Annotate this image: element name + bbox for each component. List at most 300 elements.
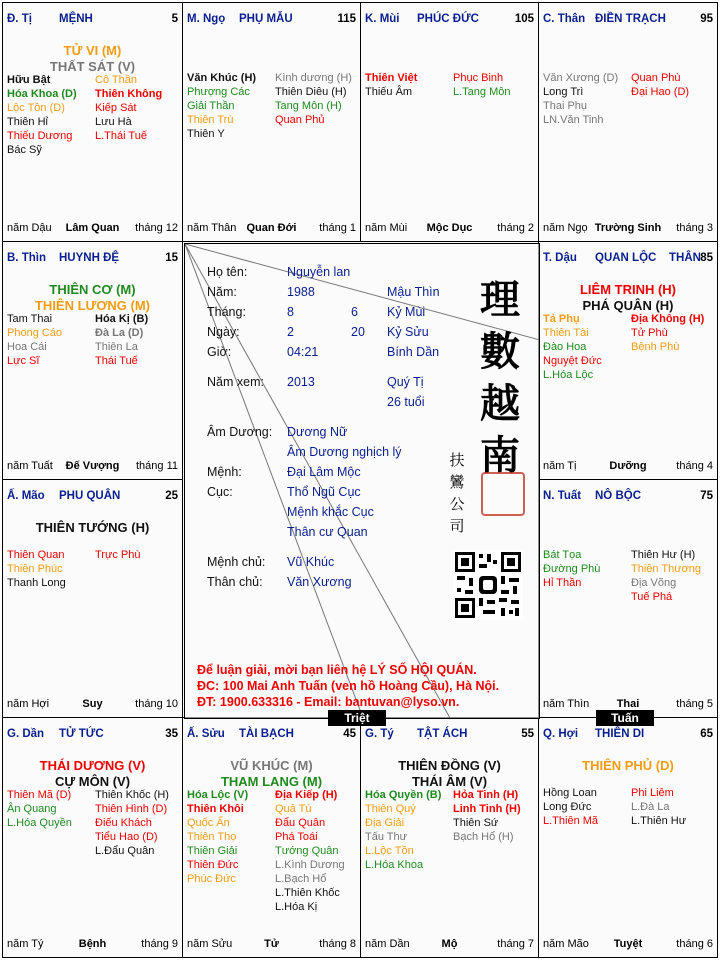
palace-stage: Quan Đới (246, 222, 297, 234)
main-star: THIÊN PHỦ (D) (582, 758, 674, 773)
minor-star: Long Đức (543, 801, 592, 813)
main-star: THẤT SÁT (V) (49, 59, 136, 74)
minor-star: Thiên Thương (631, 563, 702, 575)
palace-footer (543, 938, 713, 951)
palace-footer (543, 222, 713, 235)
palace-age: 115 (337, 13, 356, 25)
minor-star: Văn Xương (D) (543, 72, 619, 84)
minor-star: Thiên Diêu (H) (275, 86, 347, 98)
palace-month: tháng 5 (676, 698, 713, 710)
minor-star: Địa Giải (365, 817, 405, 829)
minor-star: L.Đà La (631, 801, 670, 813)
palace-mao (2, 479, 183, 718)
minor-stars-left (187, 788, 248, 886)
main-stars (3, 43, 182, 75)
main-star: THIÊN TƯỚNG (H) (35, 520, 150, 535)
palace-name: PHỤ MẪU (239, 13, 293, 25)
minor-star: Thiên Mã (D) (7, 789, 72, 801)
am-duong-note: Âm Dương nghịch lý (287, 445, 402, 459)
minor-stars-right (95, 548, 140, 562)
palace-stage: Thai (616, 698, 640, 710)
minor-star: Thai Phụ (543, 100, 588, 112)
minor-star: Thiên Không (95, 88, 163, 100)
palace-header (365, 13, 534, 27)
palace-stage: Trường Sinh (594, 222, 662, 234)
palace-name: TẬT ÁCH (417, 728, 468, 740)
minor-star: Hữu Bật (7, 74, 51, 86)
palace-month: tháng 12 (135, 222, 178, 234)
minor-star: Hóa Quyền (B) (365, 789, 442, 801)
palace-header (7, 13, 178, 27)
palace-age: 35 (165, 728, 178, 740)
main-stars (539, 282, 717, 314)
contact-info (197, 662, 499, 710)
minor-star: Tử Phù (631, 327, 668, 339)
minor-stars-left (7, 312, 62, 368)
minor-star: Hỏa Tinh (H) (453, 789, 519, 801)
day-lunar: 20 (351, 325, 365, 339)
month-can-chi: Kỷ Mùi (387, 305, 426, 319)
calligraphy-char: 鸞 (449, 473, 465, 491)
minor-star: Thiên Hỉ (7, 116, 48, 128)
main-star: THÁI DƯƠNG (V) (39, 758, 146, 773)
minor-star: Tuế Phá (631, 591, 673, 603)
main-stars (3, 758, 182, 790)
minor-star: Thanh Long (7, 577, 66, 589)
minor-stars-left (7, 788, 72, 830)
minor-star: L.Tang Môn (453, 86, 511, 98)
palace-ty2 (360, 717, 539, 958)
palace-branch: G. Tý (365, 728, 394, 740)
day-label: Ngày: (207, 325, 240, 339)
palace-year: năm Ngọ (543, 222, 588, 234)
name-label: Họ tên: (207, 265, 248, 279)
palace-branch: C. Thân (543, 13, 586, 25)
palace-than (538, 2, 718, 242)
minor-star: Lưu Hà (95, 116, 132, 128)
main-star: CỰ MÔN (V) (54, 774, 131, 789)
palace-header (187, 13, 356, 27)
minor-stars-right (631, 312, 704, 354)
menh-label: Mệnh: (207, 465, 242, 479)
minor-star: Hóa Khoa (D) (7, 88, 77, 100)
minor-star: Thiên Trù (187, 114, 234, 126)
palace-footer (187, 938, 356, 951)
year-label: Năm: (207, 285, 237, 299)
palace-age: 45 (343, 728, 356, 740)
palace-branch: G. Dần (7, 728, 45, 740)
palace-name: TỬ TỨC (59, 728, 104, 740)
minor-star: Điếu Khách (95, 817, 152, 829)
minor-star: Quả Tú (275, 803, 312, 815)
main-star: THIÊN CƠ (M) (49, 282, 136, 297)
minor-stars-right (631, 548, 701, 604)
minor-star: LN.Văn Tinh (543, 114, 604, 126)
minor-stars-right (95, 312, 148, 368)
minor-star: Thiên Việt (365, 72, 418, 84)
minor-star: Phi Liêm (631, 787, 674, 799)
contact-phone-email: ĐT: 1900.633316 - Email: bantuvan@lyso.vn. (197, 695, 460, 709)
palace-header (187, 728, 356, 742)
minor-star: L.Hóa Khoa (365, 859, 424, 871)
minor-star: Kình dương (H) (275, 72, 352, 84)
minor-star: Thiên Giải (187, 845, 238, 857)
minor-star: Đẩu Quân (275, 817, 326, 829)
palace-age: 65 (700, 728, 713, 740)
minor-stars-right (275, 71, 352, 127)
palace-header (543, 13, 713, 27)
minor-star: Thiên Y (187, 128, 225, 140)
palace-month: tháng 9 (141, 938, 178, 950)
palace-year: năm Hợi (7, 698, 50, 710)
palace-name: PHÚC ĐỨC (417, 13, 479, 25)
palace-name: NÔ BỘC (595, 490, 641, 502)
view-year-can-chi: Quý Tị (387, 375, 424, 389)
main-star: THIÊN ĐỒNG (V) (398, 758, 501, 773)
palace-branch: Ấ. Sửu (187, 728, 225, 740)
minor-star: Lộc Tồn (D) (7, 102, 65, 114)
palace-footer (7, 698, 178, 711)
year-can-chi: Mậu Thìn (387, 285, 440, 299)
view-year-label: Năm xem: (207, 375, 264, 389)
minor-star: Thái Tuế (95, 355, 138, 367)
than-marker: THÂN (669, 252, 701, 264)
calligraphy-char: 扶 (449, 451, 465, 469)
palace-month: tháng 3 (676, 222, 713, 234)
minor-star: L.Hóa Quyền (7, 817, 72, 829)
qr-code-icon (453, 550, 523, 620)
hour-value: 04:21 (287, 345, 319, 359)
palace-footer (187, 222, 356, 235)
palace-header (365, 728, 534, 742)
palace-header (7, 252, 178, 266)
minor-star: Quan Phù (631, 72, 681, 84)
palace-year: năm Tý (7, 938, 44, 950)
minor-star: Hoa Cái (7, 341, 47, 353)
palace-stage: Suy (82, 698, 103, 710)
palace-branch: T. Dậu (543, 252, 577, 264)
minor-star: L.Bạch Hổ (275, 873, 327, 885)
menh-chu-value: Vũ Khúc (287, 555, 335, 569)
palace-stage: Mộc Dục (426, 222, 473, 234)
minor-star: L.Thiên Hư (631, 815, 687, 827)
palace-name: THIÊN DI (595, 728, 645, 740)
palace-month: tháng 10 (135, 698, 178, 710)
minor-star: Thiên Khôi (187, 803, 244, 815)
main-star: LIÊM TRINH (H) (579, 282, 677, 297)
palace-thin (2, 241, 183, 480)
palace-name: TÀI BẠCH (239, 728, 294, 740)
cuc-value: Thổ Ngũ Cục (287, 485, 361, 499)
palace-name: MỆNH (59, 13, 93, 25)
minor-stars-right (631, 71, 689, 99)
view-year-value: 2013 (287, 375, 315, 389)
minor-stars-left (543, 312, 602, 382)
palace-footer (7, 460, 178, 473)
minor-star: L.Hóa Lộc (543, 369, 594, 381)
palace-footer (7, 938, 178, 951)
minor-star: Cô Thần (95, 74, 137, 86)
calligraphy-side (447, 449, 467, 537)
center-info-panel (184, 243, 540, 719)
minor-star: Tang Môn (H) (275, 100, 342, 112)
minor-star: Đại Hao (D) (631, 86, 690, 98)
palace-month: tháng 1 (319, 222, 356, 234)
minor-star: Thiếu Âm (365, 86, 413, 98)
main-star: VŨ KHÚC (M) (230, 758, 313, 773)
minor-star: Thiên Sứ (453, 817, 499, 829)
minor-star: Hồng Loan (543, 787, 597, 799)
palace-footer (7, 222, 178, 235)
calligraphy-char: 越 (480, 380, 520, 427)
minor-star: Ân Quang (7, 803, 57, 815)
minor-star: Văn Khúc (H) (187, 72, 257, 84)
palace-header (7, 490, 178, 504)
palace-branch: N. Tuất (543, 490, 582, 502)
minor-stars-left (187, 71, 256, 141)
minor-star: Hóa Lộc (V) (187, 789, 249, 801)
palace-tuat (538, 479, 718, 718)
palace-year: năm Tuất (7, 460, 53, 472)
main-star: PHÁ QUÂN (H) (582, 298, 674, 313)
palace-branch: K. Mùi (365, 13, 400, 25)
minor-stars-left (365, 71, 417, 99)
cuc-relation: Mệnh khắc Cục (287, 505, 374, 519)
minor-star: Địa Không (H) (631, 313, 705, 325)
palace-dan (2, 717, 183, 958)
hour-can-chi: Bính Dần (387, 345, 440, 359)
am-duong-value: Dương Nữ (287, 425, 348, 439)
minor-stars-left (7, 548, 66, 590)
minor-star: Đào Hoa (543, 341, 587, 353)
minor-star: Kiếp Sát (95, 102, 137, 114)
palace-month: tháng 8 (319, 938, 356, 950)
minor-star: Phong Cáo (7, 327, 63, 339)
minor-stars-right (631, 786, 686, 828)
palace-year: năm Mão (543, 938, 589, 950)
minor-star: Thiên Khốc (H) (95, 789, 169, 801)
cuc-label: Cục: (207, 485, 233, 499)
minor-star: Thiên Phúc (7, 563, 63, 575)
minor-star: Tả Phụ (543, 313, 580, 325)
palace-branch: Đ. Tị (7, 13, 32, 25)
palace-age: 25 (165, 490, 178, 502)
minor-star: Bát Tọa (543, 549, 582, 561)
main-stars (183, 758, 360, 790)
minor-star: Tấu Thư (365, 831, 408, 843)
palace-name: PHU QUÂN (59, 490, 121, 502)
palace-footer (543, 460, 713, 473)
than-cu: Thân cư Quan (287, 525, 368, 539)
palace-age: 105 (514, 13, 534, 25)
minor-star: Thiên La (95, 341, 138, 353)
horoscope-chart (2, 2, 718, 958)
minor-star: L.Đẩu Quân (95, 845, 155, 857)
palace-header (543, 490, 713, 504)
palace-stage: Đế Vượng (65, 460, 120, 472)
tuan-tag: Tuấn (596, 710, 654, 726)
age-value: 26 tuổi (387, 395, 425, 409)
palace-branch: Ấ. Mão (7, 490, 45, 502)
palace-dau (538, 241, 718, 480)
minor-star: Thiên Hư (H) (631, 549, 696, 561)
palace-year: năm Tị (543, 460, 577, 472)
palace-year: năm Dậu (7, 222, 52, 234)
minor-star: L.Lộc Tồn (365, 845, 414, 857)
palace-hoi (538, 717, 718, 958)
palace-branch: M. Ngọ (187, 13, 226, 25)
palace-month: tháng 4 (676, 460, 713, 472)
minor-star: Giải Thần (187, 100, 235, 112)
main-stars (3, 282, 182, 314)
month-value: 8 (287, 305, 294, 319)
palace-age: 95 (700, 13, 713, 25)
main-stars (539, 758, 717, 774)
main-star: THÁI ÂM (V) (411, 774, 488, 789)
calligraphy-main (475, 274, 525, 482)
minor-star: Địa Kiếp (H) (275, 789, 338, 801)
minor-star: Phượng Các (187, 86, 250, 98)
minor-star: Hóa Kị (B) (95, 313, 149, 325)
calligraphy-char: 公 (449, 495, 465, 513)
minor-star: Quan Phủ (275, 114, 325, 126)
palace-age: 85 (700, 252, 713, 264)
palace-footer (365, 222, 534, 235)
minor-star: L.Hóa Kị (275, 901, 318, 913)
palace-year: năm Mùi (365, 222, 408, 234)
calligraphy-char: 南 (480, 432, 520, 479)
palace-header (543, 252, 713, 266)
main-star: TỬ VI (M) (63, 43, 122, 58)
month-label: Tháng: (207, 305, 246, 319)
minor-star: Trực Phù (95, 549, 141, 561)
menh-chu-label: Mệnh chủ: (207, 555, 266, 569)
hour-label: Giờ: (207, 345, 232, 359)
palace-name: HUYNH ĐỆ (59, 252, 120, 264)
calligraphy-char: 理 (480, 276, 520, 323)
minor-stars-left (7, 73, 77, 157)
minor-star: Thiên Tài (543, 327, 589, 339)
palace-month: tháng 2 (497, 222, 534, 234)
minor-star: Đường Phù (543, 563, 601, 575)
palace-year: năm Sửu (187, 938, 233, 950)
minor-star: Linh Tinh (H) (453, 803, 521, 815)
palace-footer (365, 938, 534, 951)
palace-month: tháng 6 (676, 938, 713, 950)
minor-star: L.Kình Dương (275, 859, 345, 871)
palace-suu (182, 717, 361, 958)
minor-star: Thiên Đức (187, 859, 239, 871)
minor-star: Địa Võng (631, 577, 677, 589)
calligraphy-char: 司 (449, 517, 465, 535)
calligraphy-char: 數 (480, 328, 520, 375)
palace-age: 75 (700, 490, 713, 502)
minor-stars-left (365, 788, 441, 872)
palace-branch: Q. Hợi (543, 728, 579, 740)
than-chu-label: Thân chủ: (207, 575, 263, 589)
palace-year: năm Thìn (543, 698, 590, 710)
palace-stage: Bệnh (78, 938, 107, 950)
main-star: THAM LANG (M) (220, 774, 323, 789)
minor-star: Bác Sỹ (7, 144, 42, 156)
minor-star: Tam Thai (7, 313, 53, 325)
minor-star: Hỉ Thần (543, 577, 582, 589)
palace-mui (360, 2, 539, 242)
contact-address: ĐC: 100 Mai Anh Tuấn (ven hồ Hoàng Cầu), Hà Nội. (197, 679, 500, 693)
palace-stage: Mộ (441, 938, 458, 950)
main-stars (361, 758, 538, 790)
palace-stage: Dưỡng (609, 460, 647, 472)
palace-name: QUAN LỘC (595, 252, 657, 264)
minor-star: Thiên Quý (365, 803, 416, 815)
minor-star: Bạch Hổ (H) (453, 831, 514, 843)
year-value: 1988 (287, 285, 315, 299)
minor-star: Thiên Thọ (187, 831, 237, 843)
name-value: Nguyễn lan (287, 265, 351, 279)
minor-stars-right (453, 788, 521, 844)
day-can-chi: Kỷ Sửu (387, 325, 429, 339)
minor-stars-right (95, 788, 169, 858)
palace-header (7, 728, 178, 742)
triet-tag: Triệt (328, 710, 386, 726)
day-value: 2 (287, 325, 294, 339)
palace-ngo (182, 2, 361, 242)
minor-star: Lực Sĩ (7, 355, 40, 367)
palace-stage: Tử (264, 938, 279, 950)
contact-line: Để luận giải, mời bạn liên hệ LÝ SỐ HỘI QUÁN. (197, 663, 477, 677)
minor-stars-left (543, 71, 618, 127)
minor-star: Phục Binh (453, 72, 504, 84)
minor-star: Tiểu Hao (D) (95, 831, 158, 843)
main-star: THIÊN LƯƠNG (M) (34, 298, 151, 313)
minor-star: Phá Toái (275, 831, 318, 843)
am-duong-label: Âm Dương: (207, 425, 273, 439)
palace-age: 15 (165, 252, 178, 264)
minor-star: L.Thái Tuế (95, 130, 147, 142)
minor-stars-right (275, 788, 345, 914)
main-stars (3, 520, 182, 536)
minor-star: Quốc Ấn (187, 817, 230, 829)
palace-header (543, 728, 713, 742)
than-chu-value: Văn Xương (287, 575, 352, 589)
palace-branch: B. Thìn (7, 252, 46, 264)
minor-star: L.Thiên Mã (543, 815, 599, 827)
minor-star: Thiên Quan (7, 549, 65, 561)
minor-star: Phúc Đức (187, 873, 236, 885)
palace-year: năm Dần (365, 938, 410, 950)
minor-star: Bệnh Phù (631, 341, 680, 353)
palace-year: năm Thân (187, 222, 237, 234)
palace-ty (2, 2, 183, 242)
palace-age: 55 (521, 728, 534, 740)
minor-star: Thiếu Dương (7, 130, 73, 142)
minor-star: Tướng Quân (275, 845, 339, 857)
minor-star: Thiên Hình (D) (95, 803, 168, 815)
minor-stars-right (95, 73, 162, 143)
palace-month: tháng 7 (497, 938, 534, 950)
red-seal-icon (481, 472, 525, 516)
minor-star: Long Trì (543, 86, 584, 98)
palace-name: ĐIỀN TRẠCH (595, 13, 666, 25)
minor-star: Nguyệt Đức (543, 355, 602, 367)
month-lunar: 6 (351, 305, 358, 319)
menh-value: Đại Lâm Mộc (287, 465, 361, 479)
minor-star: Đà La (D) (95, 327, 144, 339)
minor-stars-right (453, 71, 510, 99)
minor-star: L.Thiên Khốc (275, 887, 340, 899)
palace-age: 5 (171, 13, 178, 25)
minor-stars-left (543, 786, 598, 828)
